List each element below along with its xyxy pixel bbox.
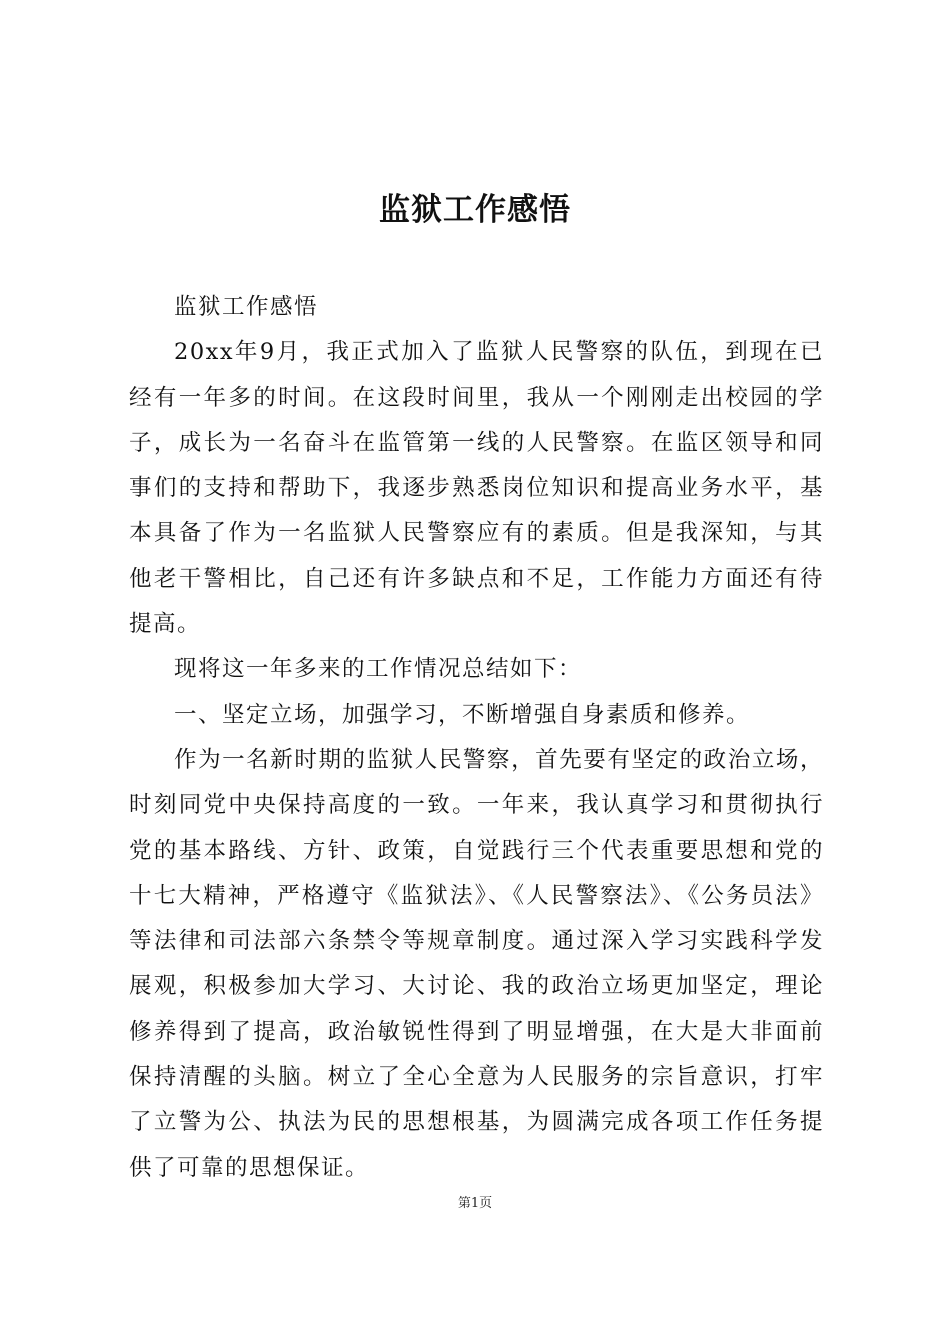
document-title: 监狱工作感悟 — [379, 192, 571, 228]
page-number: 第1页 — [457, 1196, 493, 1211]
paragraph-section-body: 作为一名新时期的监狱人民警察，首先要有坚定的政治立场，时刻同党中央保持高度的一致。一年来，我认真学习和贯彻执行党的基本路线、方针、政策，自觉践行三个代表重要思想和党的十七大精神，严格遵守《监狱法》、《人民警察法》、《公务员法》等法律和司法部六条禁令等规章制度。通过深入学习实践科学发展观，积极参加大学习、大讨论、我的政治立场更加坚定，理论修养得到了提高，政治敏锐性得到了明显增强，在大是大非面前保持清醒的头脑。树立了全心全意为人民服务的宗旨意识，打牢了立警为公、执法为民的思想根基，为圆满完成各项工作任务提供了可靠的思想保证。 — [129, 746, 824, 1181]
document-body — [129, 285, 824, 1191]
paragraph-subtitle: 监狱工作感悟 — [174, 294, 319, 320]
paragraph-intro: 20xx年9月，我正式加入了监狱人民警察的队伍，到现在已经有一年多的时间。在这段时间里，我从一个刚刚走出校园的学子，成长为一名奋斗在监管第一线的人民警察。在监区领导和同事们的支持和帮助下，我逐步熟悉岗位知识和提高业务水平，基本具备了作为一名监狱人民警察应有的素质。但是我深知，与其他老干警相比，自己还有许多缺点和不足，工作能力方面还有待提高。 — [129, 339, 824, 638]
paragraph-section-heading: 一、坚定立场，加强学习，不断增强自身素质和修养。 — [174, 701, 751, 728]
paragraph-summary-lead: 现将这一年多来的工作情况总结如下： — [174, 656, 583, 683]
